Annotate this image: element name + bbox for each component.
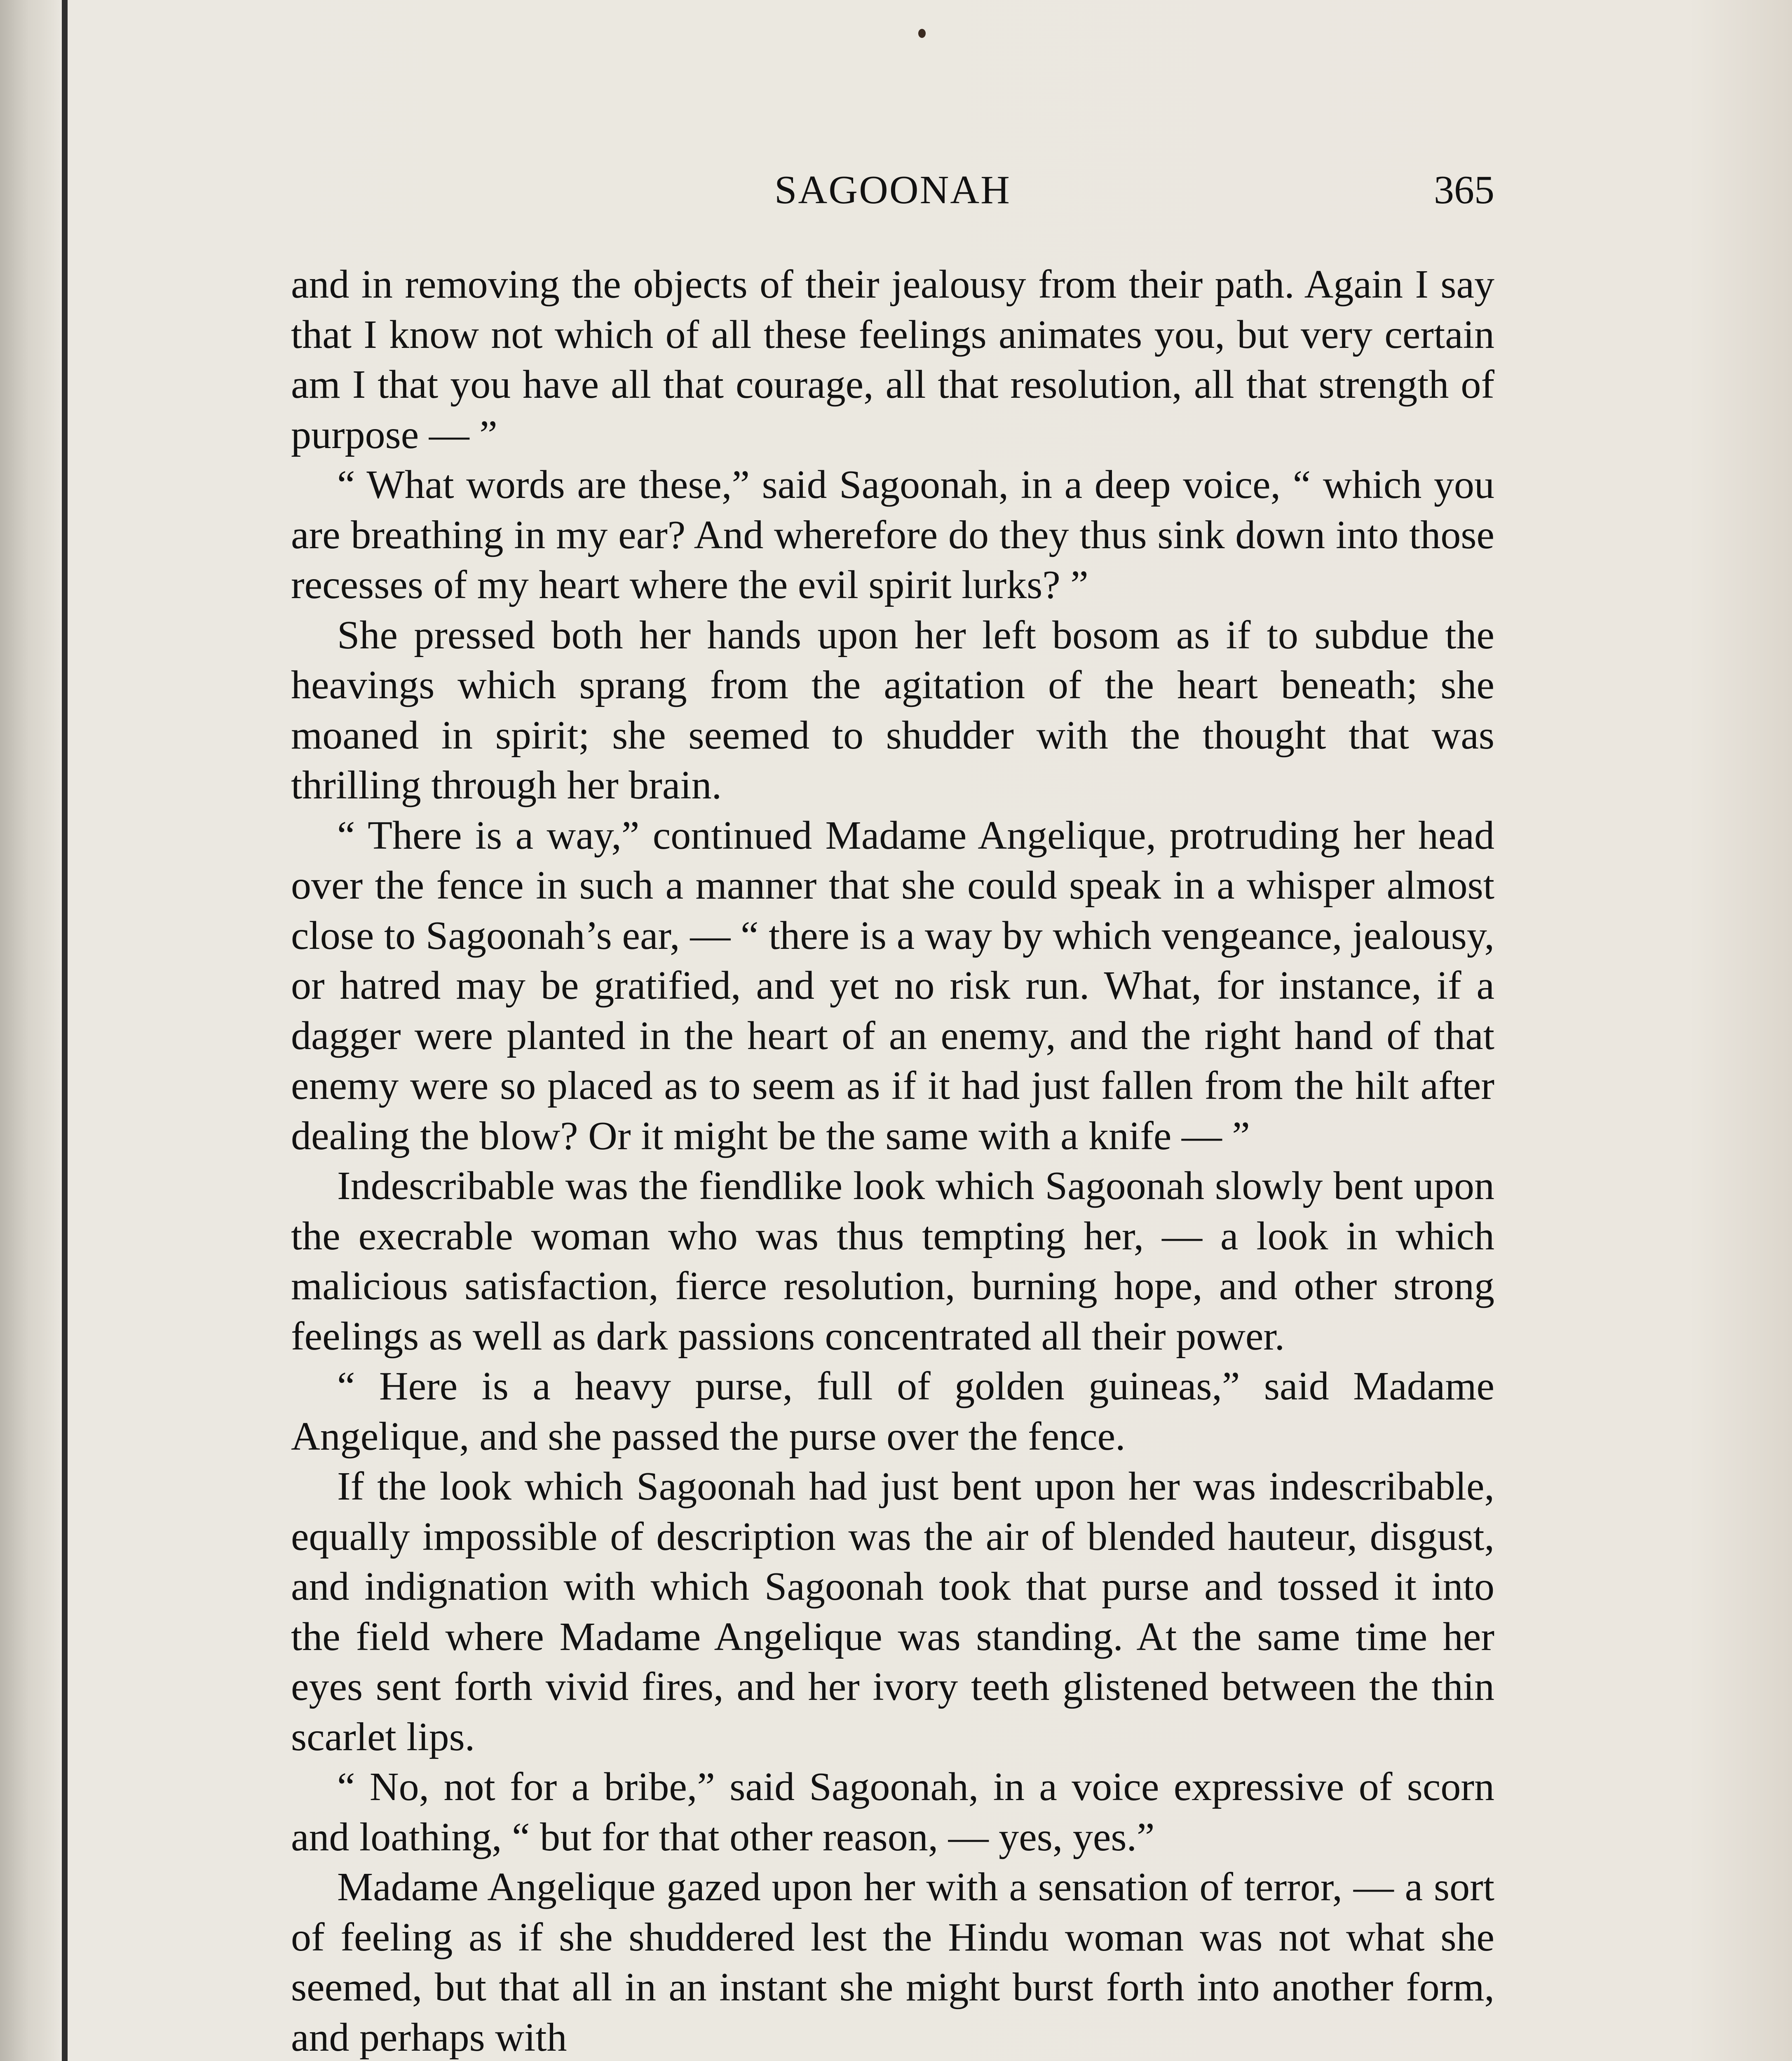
paragraph: and in removing the objects of their jealousy from their path. Again I say that I know not which of all these feelings animates you, but very certain am I that you have all that courage, all that resolution, all that strength of purpose — ” bbox=[291, 262, 1494, 457]
paragraph: “ There is a way,” continued Madame Angelique, protruding her head over the fence in such a manner that she could speak in a whisper almost close to Sagoonah’s ear, — “ there is a way by which vengeance, jealousy, or hatred may be gratified, and yet no risk run. What, for instance, if a dagger were planted in the heart of an enemy, and the right hand of that enemy were so placed as to seem as if it had just fallen from the hilt after dealing the blow? Or it might be the same with a knife — ” bbox=[291, 813, 1494, 1158]
binding-edge bbox=[0, 0, 62, 2061]
paragraph: If the look which Sagoonah had just bent upon her was indescribable, equally impossible of description was the air of blended hauteur, disgust, and indignation with which Sagoonah took that purse and tossed it into the field where Madame Angelique was standing. At the same time her eyes sent forth vivid fires, and her ivory teeth glistened between the thin scarlet lips. bbox=[291, 1464, 1494, 1759]
paper-speck bbox=[918, 29, 926, 38]
paragraph: “ What words are these,” said Sagoonah, in a deep voice, “ which you are breathing in my ear? And wherefore do they thus sink down into those recesses of my heart where the evil spirit lurks? ” bbox=[291, 462, 1494, 607]
paragraph: Indescribable was the fiendlike look which Sagoonah slowly bent upon the execrable woman who was thus tempting her, — a look in which malicious satisfaction, fierce resolution, burning hope, and other strong feelings as well as dark passions concentrated all their power. bbox=[291, 1164, 1494, 1359]
paragraph: “ Here is a heavy purse, full of golden guineas,” said Madame Angelique, and she passed the purse over the fence. bbox=[291, 1364, 1494, 1459]
running-title: SAGOONAH bbox=[774, 168, 1011, 212]
page-number: 365 bbox=[1434, 168, 1494, 212]
paragraph: Madame Angelique gazed upon her with a sensation of terror, — a sort of feeling as if she shuddered lest the Hindu woman was not what she seemed, but that all in an instant she might burst forth into another form, and perhaps with bbox=[291, 1865, 1494, 2060]
page-header bbox=[291, 167, 1494, 221]
paragraph: She pressed both her hands upon her left bosom as if to subdue the heavings which sprang from the agitation of the heart beneath; she moaned in spirit; she seemed to shudder with the thought that was thrilling through her brain. bbox=[291, 613, 1494, 807]
body-text bbox=[291, 260, 1494, 2061]
paragraph: “ No, not for a bribe,” said Sagoonah, in a voice expressive of scorn and loathing, “ but for that other reason, — yes, yes.” bbox=[291, 1765, 1494, 1859]
page-gutter-shadow bbox=[62, 0, 68, 2061]
